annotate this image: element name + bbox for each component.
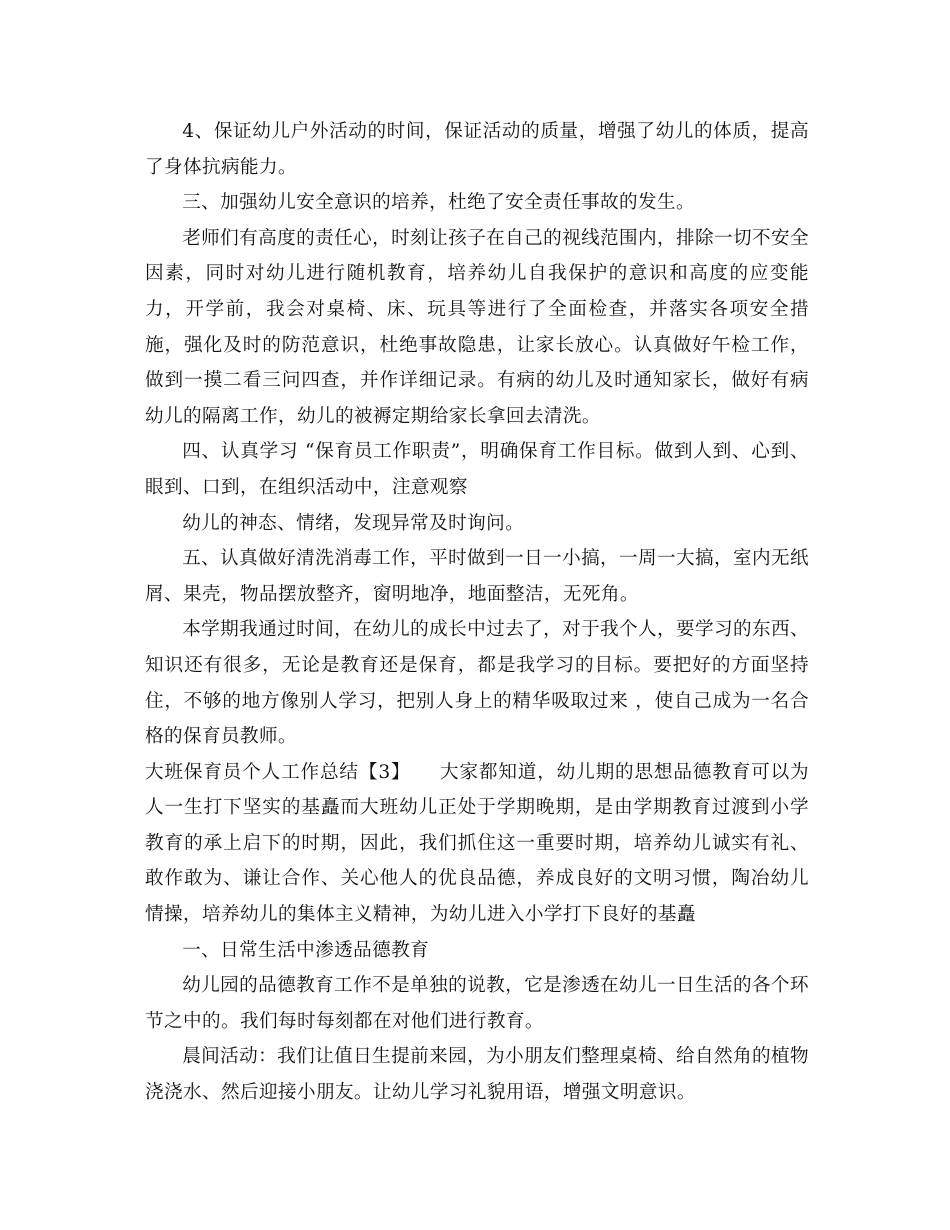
document-body <box>145 114 809 1111</box>
paragraph-morning-activity: 晨间活动：我们让值日生提前来园，为小朋友们整理桌椅、给自然角的植物浇浇水、然后迎接小朋友。让幼儿学习礼貌用语，增强文明意识。 <box>145 1046 809 1104</box>
paragraph-observation: 幼儿的神态、情绪，发现异常及时询问。 <box>182 512 525 534</box>
paragraph-moral-education: 幼儿园的品德教育工作不是单独的说教，它是渗透在幼儿一日生活的各个环节之中的。我们每时每刻都在对他们进行教育。 <box>145 975 809 1032</box>
section-heading-safety: 三、加强幼儿安全意识的培养，杜绝了安全责任事故的发生。 <box>182 192 696 214</box>
paragraph-safety-details: 老师们有高度的责任心，时刻让孩子在自己的视线范围内，排除一切不安全因素，同时对幼儿进行随机教育，培养幼儿自我保护的意识和高度的应变能力，开学前，我会对桌椅、床、玩具等进行了全面检查，并落实各项安全措施，强化及时的防范意识，杜绝事故隐患，让家长放心。认真做好午检工作，做到一摸二看三问四查，并作详细记录。有病的幼儿及时通知家长，做好有病幼儿的隔离工作，幼儿的被褥定期给家长拿回去清洗。 <box>145 227 809 427</box>
section-heading-cleaning: 五、认真做好清洗消毒工作，平时做到一日一小搞，一周一大搞，室内无纸屑、果壳，物品摆放整齐，窗明地净，地面整洁，无死角。 <box>145 548 809 605</box>
section-heading-duties: 四、认真学习 “保育员工作职责”，明确保育工作目标。做到人到、心到、眼到、口到，在组织活动中，注意观察 <box>145 441 809 498</box>
article-title-and-intro: 大班保育员个人工作总结【3】 大家都知道，幼儿期的思想品德教育可以为人一生打下坚实的基矗而大班幼儿正处于学期晚期，是由学期教育过渡到小学教育的承上启下的时期，因此，我们抓住这一重要时期，培养幼儿诚实有礼、敢作敢为、谦让合作、关心他人的优良品德，养成良好的文明习惯，陶冶幼儿情操，培养幼儿的集体主义精神，为幼儿进入小学打下良好的基矗 <box>145 761 809 926</box>
section-heading-daily-life: 一、日常生活中渗透品德教育 <box>182 939 430 961</box>
paragraph-outdoor-activity: 4、保证幼儿户外活动的时间，保证活动的质量，增强了幼儿的体质，提高了身体抗病能力。 <box>145 121 809 178</box>
paragraph-reflection: 本学期我通过时间，在幼儿的成长中过去了，对于我个人，要学习的东西、知识还有很多，无论是教育还是保育，都是我学习的目标。要把好的方面坚持住，不够的地方像别人学习，把别人身上的精华吸取过来 ，使自己成为一名合格的保育员教师。 <box>145 619 809 748</box>
